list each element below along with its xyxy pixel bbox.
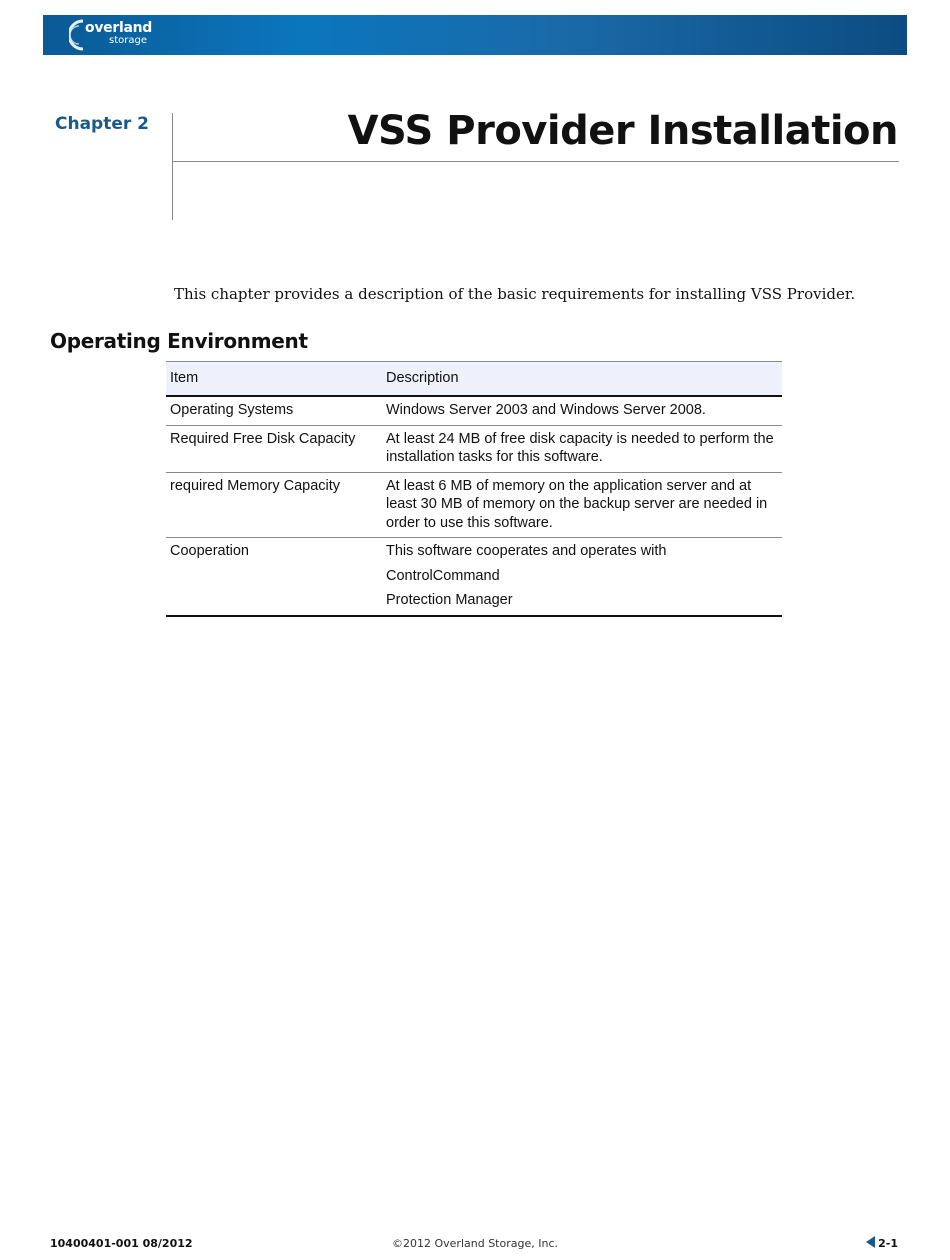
description-cell: [382, 396, 782, 425]
description-line: This software cooperates and operates with: [386, 543, 667, 559]
description-line: At least 24 MB of free disk capacity is needed to perform the installation tasks for this software.: [386, 430, 774, 465]
vertical-divider: [172, 113, 173, 220]
page-number: 2-1: [878, 1237, 898, 1250]
description-line: Windows Server 2003 and Windows Server 2008.: [386, 402, 706, 418]
logo-wordmark: overland: [85, 20, 152, 36]
item-cell: required Memory Capacity: [166, 472, 382, 538]
table-row: [166, 538, 782, 616]
description-cell: [382, 425, 782, 472]
title-underline: [172, 161, 899, 162]
intro-paragraph: This chapter provides a description of the basic requirements for installing VSS Provider.: [174, 285, 856, 303]
description-line: At least 6 MB of memory on the application server and at least 30 MB of memory on the backup server are needed in order to use this software.: [386, 477, 768, 531]
table-row: [166, 472, 782, 538]
copyright-notice: ©2012 Overland Storage, Inc.: [392, 1237, 558, 1250]
logo-subtitle: storage: [109, 35, 147, 46]
overland-storage-logo: [69, 17, 169, 53]
description-line: Protection Manager: [386, 592, 513, 608]
table-header-row: [166, 362, 782, 397]
page-number-link[interactable]: [866, 1236, 898, 1250]
section-heading: Operating Environment: [50, 329, 308, 353]
description-cell: [382, 538, 782, 616]
header-banner: [43, 15, 907, 55]
description-line: ControlCommand: [386, 567, 500, 584]
document-number: 10400401-001 08/2012: [50, 1237, 193, 1250]
table-row: [166, 396, 782, 425]
item-cell: Cooperation: [166, 538, 382, 616]
item-cell: Required Free Disk Capacity: [166, 425, 382, 472]
column-header-item: Item: [166, 362, 382, 397]
table-row: [166, 425, 782, 472]
item-cell: Operating Systems: [166, 396, 382, 425]
description-cell: [382, 472, 782, 538]
chapter-label: Chapter 2: [55, 114, 150, 134]
back-arrow-icon[interactable]: [866, 1236, 875, 1248]
operating-environment-table: [166, 361, 782, 617]
column-header-description: Description: [382, 362, 782, 397]
chapter-title: VSS Provider Installation: [347, 108, 898, 154]
